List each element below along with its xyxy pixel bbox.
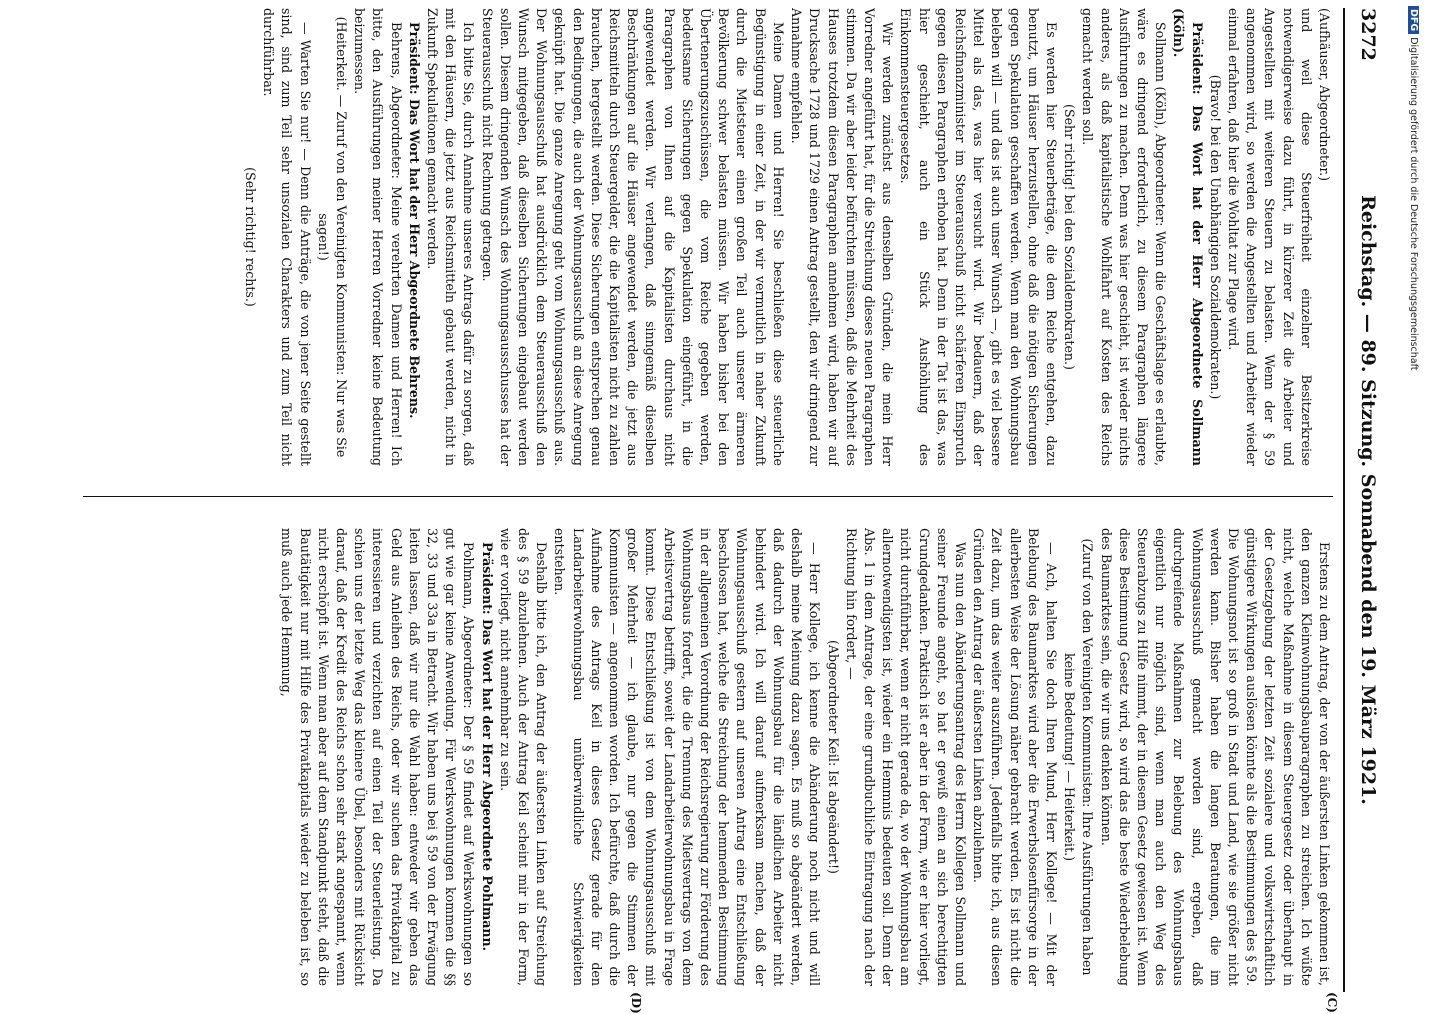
margin-mark-c: (C) [1325,992,1339,1013]
page-header [1343,8,1395,992]
president-statement: Präsident: Das Wort hat der Herr Abgeordnete Pohlmann. [479,542,495,952]
header-title: Reichstag. — 89. Sitzung. Sonnabend den 19. März 1921. [1357,195,1379,805]
paragraph: Erstens zu dem Antrag, der von der äußersten Linken gekommen ist, den ganzen Kleinwohnungsbauparagraphen zu streichen. Ich wüßte nicht, welche Maßnahme in diesem Steuergesetz oder überhaupt in der Gesetzgebung der letzten Zeit sozialere und volkswirtschaftlich günstigere Wirkungen auslösen könnte als die Bestimmungen des § 59. Die Wohnungsnot ist so groß in Stadt und Land, wie sie größer nicht werden kann. Bisher haben die langen Beratungen, die im Wohnungsausschuß gemacht worden sind, ergeben, daß durchgreifende Maßnahmen zur Belebung des Wohnungsbaus eigentlich nur möglich sind, wenn man auch den Weg des Steuerabzugs zu Hilfe nimmt, der in diesem Gesetz gewiesen ist. Wenn diese Bestimmung Gesetz wird, so wird das die beste Wiederbelebung des Baumarktes sein, die wir uns denken können. [1098,528,1332,986]
paragraph: Deshalb bitte ich, den Antrag der äußersten Linken auf Streichung des § 59 abzulehnen. Auch der Antrag Keil scheint mir in der Form, wie er vorliegt, nicht annehmbar zu sein. [497,528,550,986]
credit-text: Digitalisierung gefördert durch die Deutsche Forschungsgemeinschaft [1408,37,1419,371]
paragraph: Wir werden zunächst aus denselben Gründen, die mein Herr Vorredner angeführt hat, für die Streichung dieses neuen Paragraphen stimmen. Da wir aber leider befürchten müssen, daß die Mehrheit des Hauses trotzdem diesen Paragraphen annehmen wird, haben wir auf Drucksache 1728 und 1729 einen Antrag gestellt, den wir dringend zur Annahme empfehlen. [789,8,896,466]
interjection: (Heiterkeit. — Zuruf von den Vereinigten Kommunisten: Nur was Sie sagen!) [315,16,350,458]
paragraph: — Warten Sie nur! — Denn die Anträge, die von jener Seite gestellt sind, sind zum Teil sehr unsozialen Charakters und zum Teil nicht durchführbar. [261,8,313,466]
text-column-left [73,8,1333,466]
interjection: (Abgeordneter Keil: Ist abgeändert!) [825,640,841,874]
paragraph: Es werden hier Steuerbeträge, die dem Reiche entgehen, dazu benutzt, um Häuser herzustellen, ohne daß die nötigen Sicherungen gegen Spekulation geschaffen werden. Wenn man den Wohnungsbau beleben will — und das ist auch unser Wunsch —, gibt es viel bessere Mittel als das, was hier versucht wird. Wir bedauern, daß der Reichsfinanzminister im Steuerausschuß nicht schärferen Einspruch gegen diesen Paragraphen erhoben hat. Denn in der Tat ist das, was hier geschieht, auch ein Stück Aushöhlung des Einkommensteuergesetzes. [898,8,1059,466]
paragraph: Meine Damen und Herren! Sie beschließen diese steuerliche Begünstigung in einer Zeit, in der wir vermutlich in naher Zukunft durch die Mietsteuer einen großen Teil auch unserer ärmeren Bevölkerung schwer belasten müssen. Wir haben bisher bei den Übertenerungszuschüssen, die vom Reiche gegeben werden, bedeutsame Sicherungen gegen Spekulation eingeführt, in die Paragraphen von Ihnen auf die Kapitalisten durchaus nicht angewendet werden. Wir verlangen, daß sinngemäß dieselben Beschränkungen auf die Häuser angewendet werden, die jetzt aus Reichsmitteln durch Steuergelder, die die Kapitalisten nicht zu zahlen brauchen, hergestellt werden. Diese Sicherungen entsprechen genau den Bedingungen, die auch der Wohnungsausschuß an diese Anregung geknüpft hat. Die ganze Anregung geht vom Wohnungsausschuß aus. Der Wohnungsausschuß hat ausdrücklich dem Steuerausschuß den Wunsch mitgegeben, daß dieselben Sicherungen eingebaut werden sollen. Diesem dringenden Wunsch des Wohnungsausschusses hat der Steuerausschuß nicht Rechnung getragen. [479,8,786,466]
page-content-rotated [55,8,1395,1014]
speaker-note: (Aufhäuser, Abgeordneter.) [1317,8,1332,182]
interjection: (Sehr richtig! bei den Sozialdemokraten.) [1062,104,1078,370]
paragraph: Behrens, Abgeordneter: Meine verehrten Damen und Herren! Ich bitte, den Ausführungen meiner Herren Vorredner keine Bedeutung beizumessen. [352,8,404,466]
dfg-logo: DFG [1408,6,1419,34]
paragraph: — Ach, halten Sie doch Ihren Mund, Herr Kollege! — Mit der Belebung des Baumarktes wird aber die Erwerbslosenfürsorge in der allerbesten Weise der Lösung näher gebracht werden. Es ist nicht die Zeit dazu, um das weiter auszuführen. Jedenfalls bitte ich, aus diesen Gründen den Antrag der äußersten Linken abzulehnen. [971,528,1059,986]
interjection: (Zuruf von den Vereinigten Kommunisten: Ihre Ausführungen haben keine Bedeutung! — Heiterkeit.) [1062,538,1096,976]
page-number: 3272 [1357,8,1379,61]
interjection: (Bravo! bei den Unabhängigen Sozialdemokraten.) [1207,74,1223,400]
paragraph: Pohlmann, Abgeordneter: Der § 59 findet auf Werkswohnungen so gut wie gar keine Anwendung. Für Werkswohnungen kommen die §§ 32, 33 und 33a in Betracht. Wir haben uns bei § 59 von der Erwägung leiten lassen, daß wir nur die Wahl haben: entweder wir geben das Geld aus Anleihen des Reichs, oder wir suchen das Privatkapital zu interessieren und verzichten auf einen Teil der Steuerleistung. Da schien uns der letzte Weg das kleinere Übel, besonders mit Rücksicht darauf, daß der Kredit des Reichs schon sehr stark angespannt, wenn nicht erschöpft ist. Wenn man aber auf dem Standpunkt steht, daß die Bautätigkeit nur mit Hilfe des Privatkapitals wieder zu beleben ist, so muß auch jede Hemmung, [279,528,477,986]
president-statement: Präsident: Das Wort hat der Herr Abgeordnete Behrens. [406,22,422,419]
paragraph: Was nun den Abänderungsantrag des Herrn Kollegen Sollmann und seiner Freunde angeht, so hat er gewiß einen an sich berechtigten Grundgedanken. Praktisch ist er aber in der Form, wie er hier vorliegt, nicht durchführbar, wenn er nicht gerade da, wo der Wohnungsbau am allernotwendigsten ist, wieder ein Hemmnis bedeuten soll. Denn der Abs. 1 in dem Antrage, der eine grundbuchliche Eintragung nach der Richtung hin fordert, — [843,528,968,986]
column-divider [83,496,1333,497]
president-statement: Präsident: Das Wort hat der Herr Abgeordnete Sollmann (Köln). [1171,8,1205,466]
paragraph: und weil diese Steuerfreiheit einzelner Besitzerkreise notwendigerweise dazu führt, in kürzerer Zeit die Arbeiter und Angestellten mit weiteren Steuern zu belasten. Wenn der § 59 angenommen wird, so werden die Angestellten und Arbeiter wieder einmal erfahren, daß hier die Wohltat zur Plage wird. [1225,8,1314,466]
sidebar-credit [1404,6,1422,994]
paragraph: Ich bitte Sie, durch Annahme unseres Antrags dafür zu sorgen, daß mit den Häusern, die jetzt aus Reichsmitteln gebaut werden, nicht in Zukunft Spekulationen gemacht werden. [425,8,477,466]
margin-mark-d: (D) [629,992,643,1014]
scanned-page [55,8,1395,1014]
paragraph: Sollmann (Köln), Abgeordneter: Wenn die Geschäftslage es erlaubte, wäre es dringend erforderlich, zu diesem Paragraphen längere Ausführungen zu machen. Denn was hier geschieht, ist wieder nichts anderes, als daß kapitalistische Wohlfahrt auf Kosten des Reichs gemacht werden soll. [1080,8,1169,466]
text-column-right [73,528,1333,986]
interjection: (Sehr richtig! rechts.) [243,167,259,307]
paragraph: — Herr Kollege, ich kenne die Abänderung noch nicht und will deshalb meine Meinung dazu sagen. Es muß so abgeändert werden, daß dadurch der Wohnungsbau für die ländlichen Arbeiter nicht behindert wird. Ich will darauf aufmerksam machen, daß der Wohnungsausschuß gestern auf unseren Antrag eine Entschließung beschlossen hat, welche die Streichung der hemmenden Bestimmung in der allgemeinen Verordnung der Reichsregierung zur Förderung des Wohnungsbaus fordert, die die Trennung des Mietsvertrags von dem Arbeitsvertrag betrifft, soweit der Landarbeiterwohnungsbau in Frage kommt. Diese Entschließung ist von dem Wohnungsausschuß mit großer Mehrheit — ich glaube, nur gegen die Stimmen der Kommunisten — angenommen worden. Ich befürchte, daß durch die Aufnahme des Antrags Keil in dieses Gesetz gerade für den Landarbeiterwohnungsbau unüberwindliche Schwierigkeiten entstehen. [552,528,823,986]
